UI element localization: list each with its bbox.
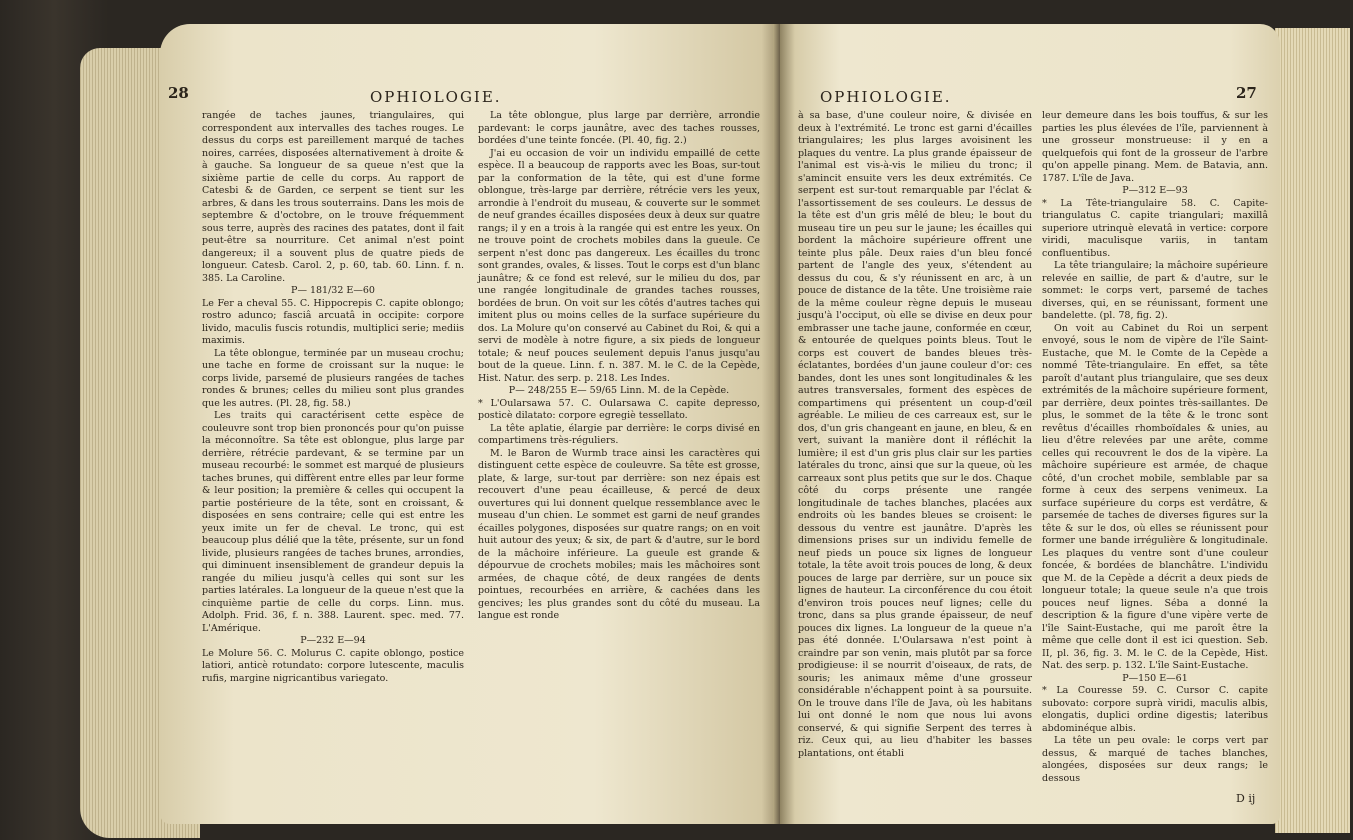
paragraph: Les traits qui caractérisent cette espèce de couleuvre sont trop bien prononcés pour qu'on puisse la méconnoître. Sa tête est oblongue, plus large par derrière, rétrécie pardevant, & se termine par un museau recourbé: le sommet est marqué de plusieurs taches brunes, qui diffèrent entre elles par leur forme & leur position; la première & celles qui occupent la partie postérieure de la tête, sont en croissant, & disposées en sens contraire; celle qui est entre les yeux imite un fer de cheval. Le tronc, qui est beaucoup plus délié que la tête, présente, sur un fond livide, plusieurs rangées de taches brunes, arrondies, qui diminuent insensiblement de grandeur depuis la rangée du milieu jusqu'à celles qui sont sur les parties latérales. La longueur de la queue n'est que la cinquième partie de celle du corps. Linn. mus. Adolph. Frid. 36, f. n. 388. Laurent. spec. med. 77. L'Amérique. [202,410,464,634]
paragraph: leur demeure dans les bois touffus, & sur les parties les plus élevées de l'île, parviennent à une grosseur monstrueuse: il y en a quelquefois qui font de la grosseur de l'arbre qu'on appelle pinang. Mem. de Batavia, ann. 1787. L'île de Java. [1042,110,1268,184]
left-column-1 [202,110,464,685]
right-page-edges [1275,28,1350,833]
measurement-line: P— 181/32 E—60 [291,285,375,296]
measurement-line: P— 248/255 E— 59/65 Linn. M. de la Cepède. [508,385,730,396]
species-entry: Le Fer a cheval 55. C. Hippocrepis C. capite oblongo; rostro adunco; fasciâ arcuatâ in occipite: corpore livido, maculis fuscis rotundis, multiplici serie; mediis maximis. [202,297,464,346]
right-page [780,24,1280,824]
paragraph: à sa base, d'une couleur noire, & divisée en deux à l'extrémité. Le tronc est garni d'écailles triangulaires; les plus larges avoisinent les plaques du ventre. La plus grande épaisseur de l'animal est vis-à-vis le milieu du tronc; il s'amincit ensuite vers les deux extrémités. Ce serpent est sur-tout remarquable par l'éclat & l'assortissement de ses couleurs. Le dessus de la tête est d'un gris mêlé de bleu; le bout du museau tire un peu sur le jaune; les écailles qui bordent la mâchoire supérieure offrent une teinte plus pâle. Deux raies d'un bleu foncé partent de l'angle des yeux, s'étendent au dessus du cou, & s'y réunissent en arc, à un pouce de distance de la tête. Une troisième raie de la même couleur règne depuis le museau jusqu'à l'occiput, où elle se divise en deux pour embrasser une tache jaune, conformée en cœur, & entourée de quelques points bleus. Tout le corps est couvert de bandes bleues très-éclatantes, bordées d'un jaune couleur d'or: ces bandes, dont les unes sont longitudinales & les autres transversales, forment des espèces de compartimens qui présentent un coup-d'œil agréable. Le milieu de ces carreaux est, sur le dos, d'un gris changeant en jaune, en bleu, & en vert, suivant la manière dont il réfléchit la lumière; il est d'un gris plus clair sur les parties latérales du tronc, ainsi que sur la queue, où les carreaux sont plus petits que sur le dos. Chaque côté du corps présente une rangée longitudinale de taches blanches, placées aux endroits où les bandes bleues se croisent: le dessous du ventre est jaunâtre. D'après les dimensions prises sur un individu femelle de neuf pieds un pouce six lignes de longueur totale, la tête avoit trois pouces de long, & deux pouces de large par derrière, sur un pouce six lignes de hauteur. La circonférence du cou étoit d'environ trois pouces neuf lignes; celle du tronc, dans sa plus grande épaisseur, de neuf pouces dix lignes. La longueur de la queue n'a pas été donnée. L'Oularsawa n'est point à craindre par son venin, mais plutôt par sa force prodigieuse: il se nourrit d'oiseaux, de rats, de souris; les animaux même d'une grosseur considérable n'échappent point à sa poursuite. On le trouve dans l'île de Java, où les habitans lui ont donné le nom que nous lui avons conservé, & qui signifie Serpent des terres à riz. Ceux qui, au lieu d'habiter les basses plantations, ont établi [798,110,1032,759]
page-number: 28 [168,84,189,102]
species-entry: * La Couresse 59. C. Cursor C. capite subovato: corpore suprà viridi, maculis albis, elongatis, duplici ordine digestis; lateribus abdominéque albis. [1042,685,1268,734]
left-column-2 [478,110,760,623]
paragraph: On voit au Cabinet du Roi un serpent envoyé, sous le nom de vipère de l'île Saint-Eustache, que M. le Comte de la Cepède a nommé Tête-triangulaire. En effet, sa tête paroît d'autant plus triangulaire, que ses deux extrémités de la mâchoire supérieure forment, par derrière, deux pointes très-saillantes. De plus, le sommet de la tête & le tronc sont revêtus d'écailles rhomboïdales & unies, au lieu d'être relevées par une arête, comme celles qui recouvrent le dos de la vipère. La mâchoire supérieure est armée, de chaque côté, d'un crochet mobile, semblable par sa forme à ceux des serpens venimeux. La surface supérieure du corps est verdâtre, & parsemée de taches de diverses figures sur la tête & sur le dos, où elles se réunissent pour former une bande irrégulière & longitudinale. Les plaques du ventre sont d'une couleur foncée, & bordées de blanchâtre. L'individu que M. de la Cepède a décrit a deux pieds de longueur totale; la queue seule n'a que trois pouces neuf lignes. Séba a donné la description & la figure d'une vipère verte de l'île Saint-Eustache, qui me paroît être la même que celle dont il est ici question. Seb. II, pl. 36, fig. 3. M. le C. de la Cepède, Hist. Nat. des serp. p. 132. L'île Saint-Eustache. [1042,322,1268,671]
species-entry: * La Tête-triangulaire 58. C. Capite-triangulatus C. capite triangulari; maxillâ superiore utrinquè elevatâ in vertice: corpore viridi, maculisque variis, in tantam confluentibus. [1042,197,1268,259]
right-column-2 [1042,110,1268,785]
measurement-line: P—312 E—93 [1122,185,1188,196]
species-entry: * L'Oularsawa 57. C. Oularsawa C. capite depresso, posticè dilatato: corpore egregiè tessellato. [478,397,760,421]
measurement-line: P—150 E—61 [1122,672,1188,684]
paragraph: La tête aplatie, élargie par derrière: le corps divisé en compartimens très-réguliers. [478,422,760,446]
species-entry: Le Molure 56. C. Molurus C. capite oblongo, postice latiori, anticè rotundato: corpore lutescente, maculis rufis, margine nigricantibus variegato. [202,647,464,684]
measurement-line: P—232 E—94 [300,635,366,646]
signature-mark: D ij [1236,792,1256,805]
running-head: OPHIOLOGIE. [370,88,502,106]
running-head: OPHIOLOGIE. [820,88,952,106]
paragraph: La tête oblongue, plus large par derrière, arrondie pardevant: le corps jaunâtre, avec des taches rousses, bordées d'une teinte foncée. (Pl. 40, fig. 2.) [478,110,760,146]
paragraph: La tête oblongue, terminée par un museau crochu; une tache en forme de croissant sur la nuque: le corps livide, parsemé de plusieurs rangées de taches rondes & brunes; celles du milieu sont plus grandes que les autres. (Pl. 28, fig. 58.) [202,347,464,409]
paragraph: M. le Baron de Wurmb trace ainsi les caractères qui distinguent cette espèce de couleuvre. Sa tête est grosse, plate, & large, sur-tout par derrière: son nez épais est recouvert d'une peau écailleuse, & percé de deux ouvertures qui lui donnent quelque ressemblance avec le museau d'un chien. Le sommet est garni de neuf grandes écailles polygones, disposées sur quatre rangs; on en voit huit autour des yeux; & six, de part & d'autre, sur le bord de la mâchoire inférieure. La gueule est grande & dépourvue de crochets mobiles; mais les mâchoires sont armées, de chaque côté, de deux rangées de dents pointues, recourbées en arrière, & cachées dans les gencives; les plus grandes sont du côté du museau. La langue est ronde [478,447,760,621]
open-book [80,18,1350,836]
paragraph: La tête triangulaire; la mâchoire supérieure relevée en saillie, de part & d'autre, sur le sommet: le corps vert, parsemé de taches diverses, qui, en se réunissant, forment une bandelette. (pl. 78, fig. 2). [1042,260,1268,321]
right-column-1 [798,110,1032,760]
paragraph: La tête un peu ovale: le corps vert par dessus, & marqué de taches blanches, alongées, disposées sur deux rangs; le dessous [1042,735,1268,784]
paragraph: J'ai eu occasion de voir un individu empaillé de cette espèce. Il a beaucoup de rapports avec les Boas, sur-tout par la conformation de la tête, qui est d'une forme oblongue, très-large par derrière, rétrécie vers les yeux, arrondie à l'endroit du museau, & couverte sur le sommet de neuf grandes écailles disposées deux à deux sur quatre rangs; il y en a trois à la rangée qui est entre les yeux. On ne trouve point de crochets mobiles dans la gueule. Ce serpent n'est donc pas dangereux. Les écailles du tronc sont grandes, ovales, & lisses. Tout le corps est d'un blanc jaunâtre; & ce fond est relevé, sur le milieu du dos, par une rangée longitudinale de grandes taches rousses, bordées de brun. On voit sur les côtés d'autres taches qui imitent plus ou moins celles de la surface supérieure du dos. La Molure qu'on conservé au Cabinet du Roi, & qui a servi de modèle à notre figure, a six pieds de longueur totale; & neuf pouces seulement depuis l'anus jusqu'au bout de la queue. Linn. f. n. 387. M. le C. de la Cepède, Hist. Natur. des serp. p. 218. Les Indes. [478,147,760,384]
paragraph: rangée de taches jaunes, triangulaires, qui correspondent aux intervalles des taches rouges. Le dessus du corps est pareillement marqué de taches noires, carrées, disposées alternativement à droite & à gauche. Sa longueur de sa queue n'est que la sixième partie de celle du corps. Au rapport de Catesbi & de Garden, ce serpent se tient sur les arbres, & dans les trous souterrains. Dans les mois de septembre & d'octobre, on le trouve fréquemment sous terre, auprès des racines des patates, dont il fait peut-être sa nourriture. Cet animal n'est point dangereux; il a souvent plus de quatre pieds de longueur. Catesb. Carol. 2, p. 60, tab. 60. Linn. f. n. 385. La Caroline. [202,110,464,284]
page-number: 27 [1236,84,1257,102]
left-page [160,24,780,824]
